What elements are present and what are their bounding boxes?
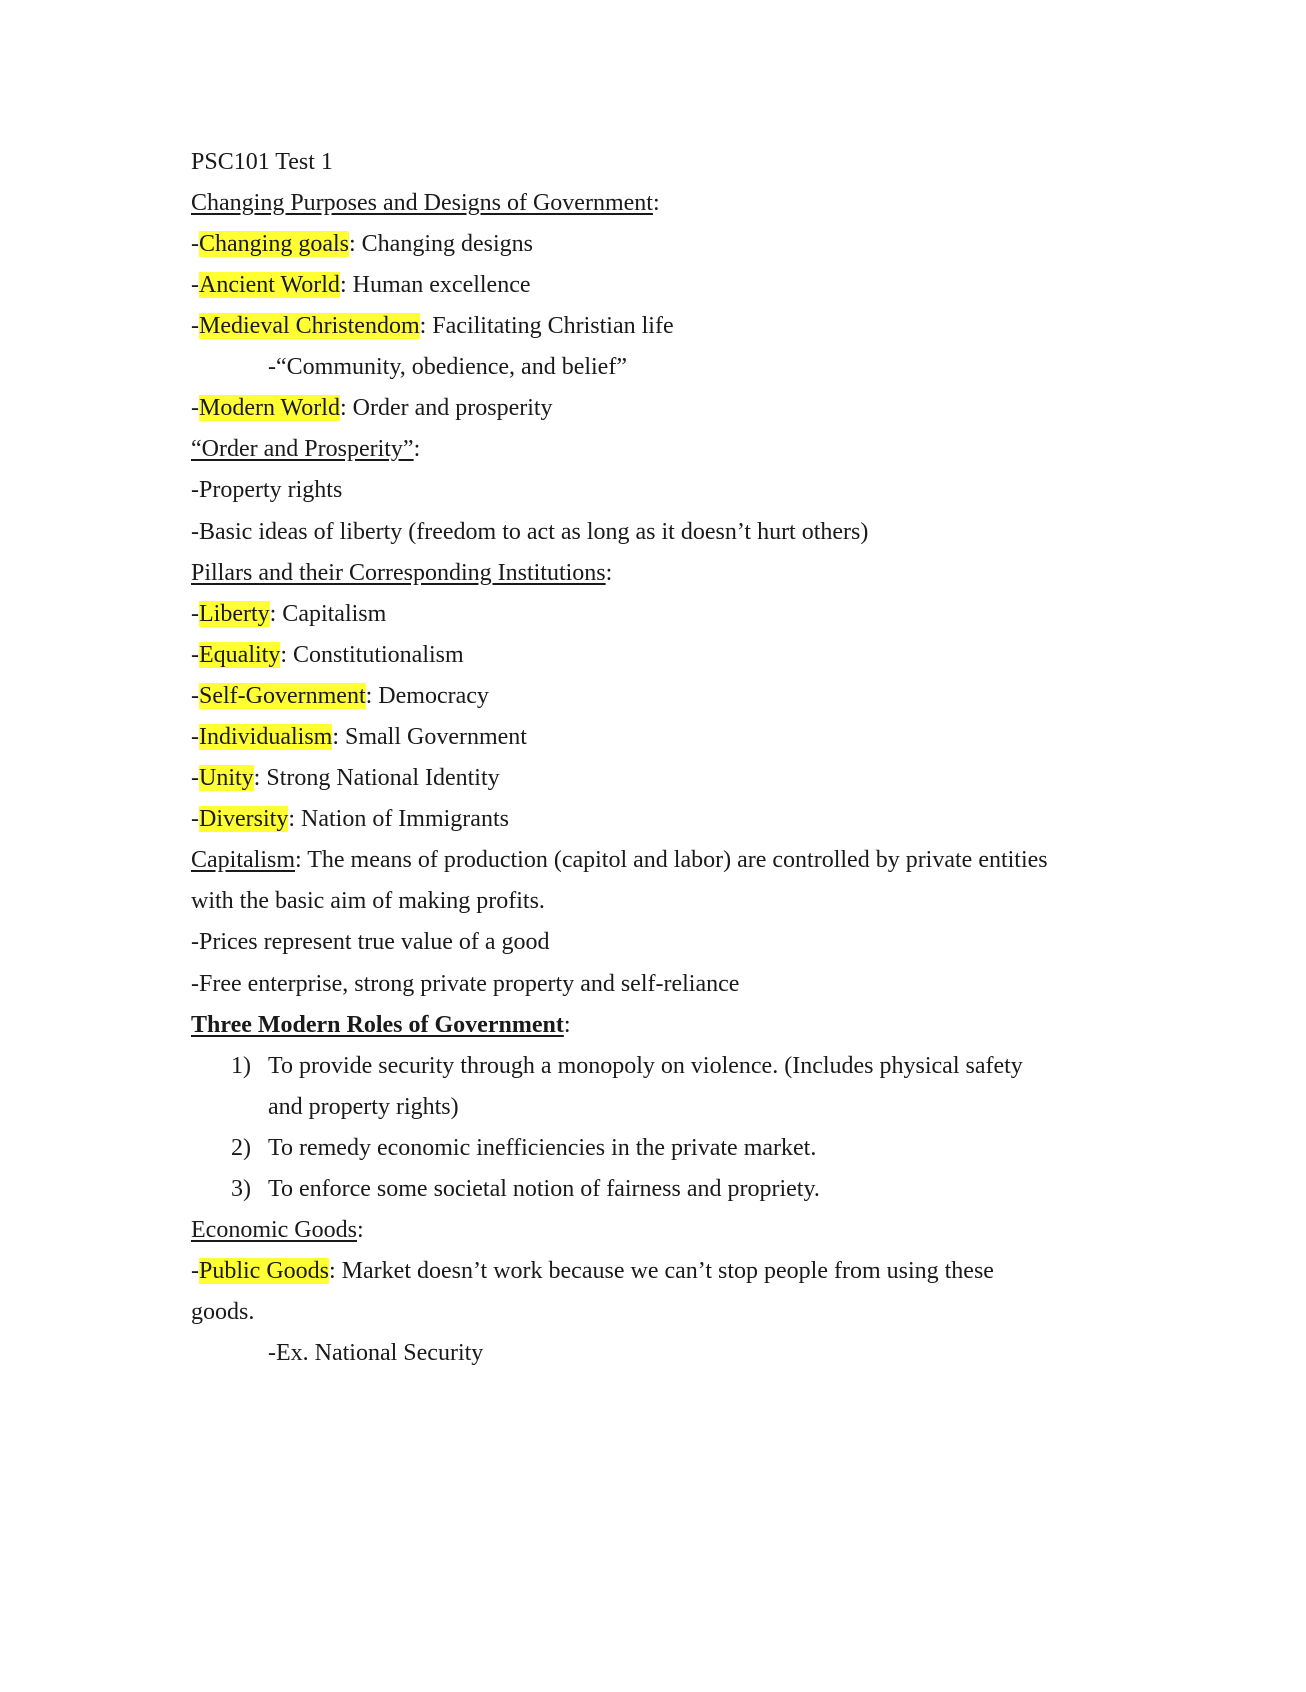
list-item — [191, 229, 533, 259]
dash: - — [191, 683, 199, 709]
highlighted-term: Ancient World — [199, 272, 340, 298]
item-text: : Constitutionalism — [280, 642, 464, 668]
highlighted-term: Diversity — [199, 806, 289, 832]
heading-text: Pillars and their Corresponding Institutions — [191, 560, 606, 586]
list-item — [191, 722, 527, 752]
list-item — [191, 599, 386, 629]
heading-text: Economic Goods — [191, 1217, 357, 1243]
item-text: : Order and prosperity — [339, 395, 553, 421]
list-number: 3) — [231, 1176, 251, 1202]
heading-colon: : — [652, 190, 660, 216]
dash: - — [191, 765, 199, 791]
list-item: -Prices represent true value of a good — [191, 929, 550, 955]
list-item — [191, 393, 553, 423]
item-text: : Democracy — [365, 683, 489, 709]
dash: - — [191, 395, 199, 421]
list-item — [191, 763, 500, 793]
item-text: : Market doesn’t work because we can’t stop people from using these — [329, 1258, 994, 1284]
dash: - — [191, 272, 199, 298]
item-text: : Nation of Immigrants — [288, 806, 509, 832]
list-item: -Property rights — [191, 477, 343, 503]
highlighted-term: Individualism — [199, 724, 333, 750]
item-text: : Facilitating Christian life — [419, 313, 674, 339]
heading-colon: : — [413, 436, 421, 462]
highlighted-term: Liberty — [199, 601, 270, 627]
list-item — [191, 640, 464, 670]
highlighted-term: Public Goods — [199, 1258, 330, 1284]
heading-text: Changing Purposes and Designs of Government — [191, 190, 653, 216]
highlighted-term: Unity — [199, 765, 254, 791]
highlighted-term: Medieval Christendom — [199, 313, 420, 339]
dash: - — [191, 642, 199, 668]
sub-item-example: -Ex. National Security — [268, 1340, 484, 1366]
dash: - — [191, 806, 199, 832]
highlighted-term: Self-Government — [199, 683, 366, 709]
heading-colon: : — [356, 1217, 364, 1243]
capitalism-definition-cont: with the basic aim of making profits. — [191, 888, 545, 914]
highlighted-term: Changing goals — [199, 231, 349, 257]
dash: - — [191, 1258, 199, 1284]
numbered-item-text-cont: and property rights) — [268, 1094, 459, 1120]
dash: - — [191, 231, 199, 257]
numbered-item-text: To remedy economic inefficiencies in the private market. — [268, 1135, 817, 1161]
item-text: : Strong National Identity — [253, 765, 500, 791]
section-heading-pillars — [191, 558, 612, 588]
list-item — [191, 804, 509, 834]
heading-colon: : — [563, 1012, 571, 1038]
sub-item-quote: -“Community, obedience, and belief” — [268, 354, 627, 380]
highlighted-term: Modern World — [199, 395, 340, 421]
item-text: : Small Government — [332, 724, 527, 750]
list-number: 2) — [231, 1135, 251, 1161]
list-number: 1) — [231, 1053, 251, 1079]
section-heading-goods — [191, 1215, 364, 1245]
heading-text: “Order and Prosperity” — [191, 436, 414, 462]
capitalism-definition — [191, 845, 1048, 875]
list-item — [191, 681, 489, 711]
heading-colon: : — [605, 560, 613, 586]
list-item-cont: goods. — [191, 1299, 255, 1325]
document-title: PSC101 Test 1 — [191, 149, 333, 175]
list-item — [191, 311, 674, 341]
item-text: : Changing designs — [349, 231, 533, 257]
item-text: : Human excellence — [339, 272, 531, 298]
numbered-item-text: To provide security through a monopoly on violence. (Includes physical safety — [268, 1053, 1023, 1079]
dash: - — [191, 601, 199, 627]
heading-text: Capitalism — [191, 847, 295, 873]
list-item — [191, 1256, 994, 1286]
definition-text: : The means of production (capitol and labor) are controlled by private entities — [295, 847, 1048, 873]
highlighted-term: Equality — [199, 642, 281, 668]
list-item — [191, 270, 531, 300]
dash: - — [191, 313, 199, 339]
heading-text: Three Modern Roles of Government — [191, 1012, 564, 1038]
section-heading-roles — [191, 1010, 571, 1040]
numbered-item-text: To enforce some societal notion of fairness and propriety. — [268, 1176, 820, 1202]
section-heading-order — [191, 434, 420, 464]
dash: - — [191, 724, 199, 750]
list-item: -Basic ideas of liberty (freedom to act as long as it doesn’t hurt others) — [191, 519, 869, 545]
list-item: -Free enterprise, strong private property and self-reliance — [191, 971, 740, 997]
section-heading-purposes — [191, 188, 660, 218]
item-text: : Capitalism — [269, 601, 387, 627]
